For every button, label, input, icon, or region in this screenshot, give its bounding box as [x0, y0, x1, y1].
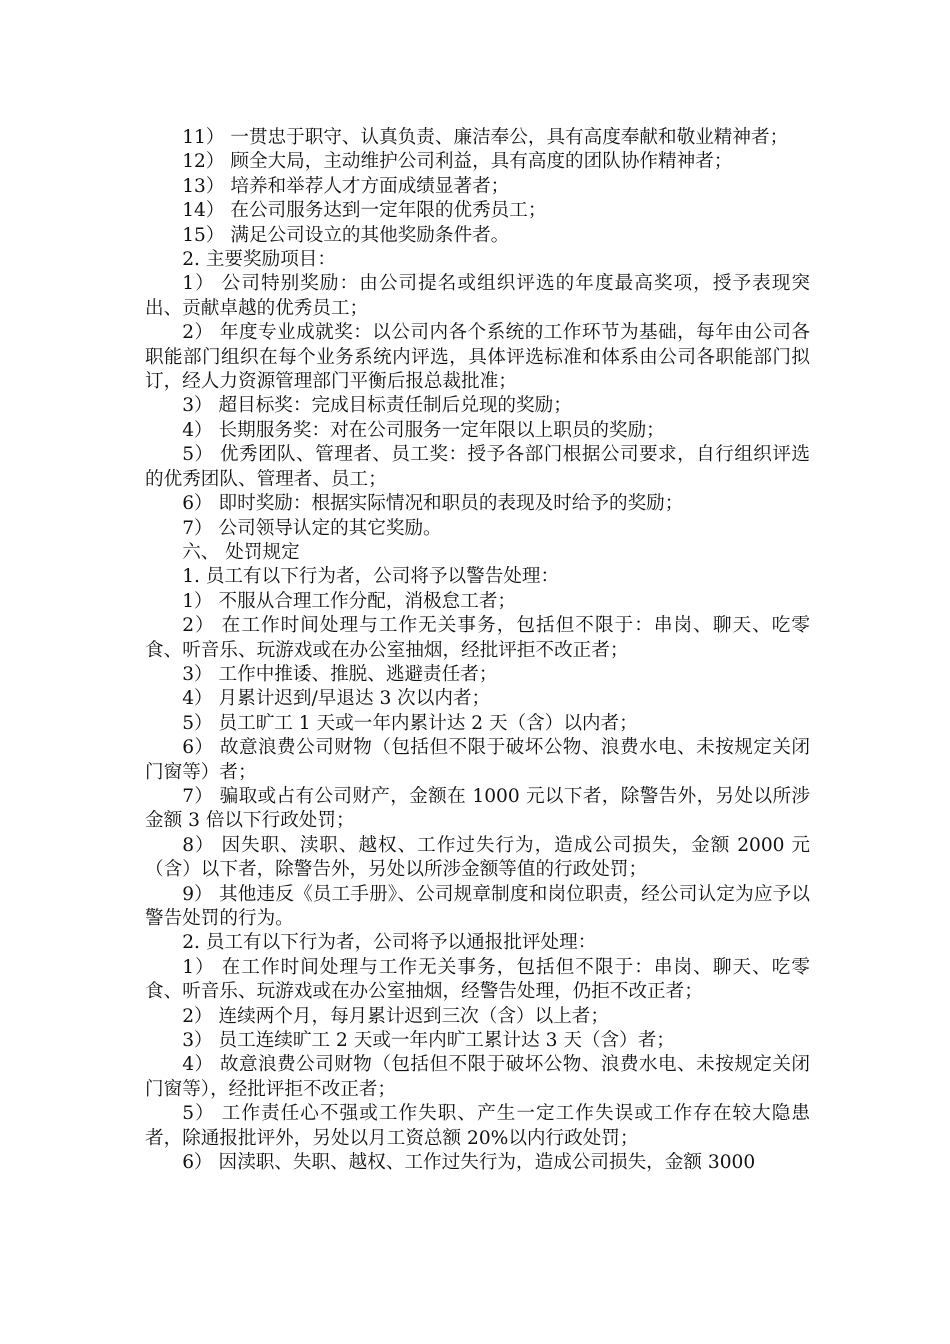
- document-body: [145, 126, 810, 1175]
- subsection-heading-notice-criticism: 2. 员工有以下行为者，公司将予以通报批评处理：: [182, 932, 597, 954]
- paragraph-criticism-item-3: 3） 员工连续旷工 2 天或一年内旷工累计达 3 天（含）者；: [182, 1030, 675, 1052]
- paragraph-reward-item-6: 6） 即时奖励：根据实际情况和职员的表现及时给予的奖励；: [182, 493, 684, 515]
- paragraph-criticism-item-2: 2） 连续两个月，每月累计迟到三次（含）以上者；: [182, 1005, 609, 1027]
- paragraph-reward-condition-11: 11） 一贯忠于职守、认真负责、廉洁奉公，具有高度奉献和敬业精神者；: [182, 127, 789, 148]
- paragraph-warning-item-6: 6） 故意浪费公司财物（包括但不限于破坏公物、浪费水电、未按规定关闭门窗等）者；: [145, 737, 810, 783]
- paragraph-reward-condition-12: 12） 顾全大局，主动维护公司利益，具有高度的团队协作精神者；: [182, 151, 733, 173]
- paragraph-reward-item-4: 4） 长期服务奖：对在公司服务一定年限以上职员的奖励；: [182, 419, 665, 441]
- paragraph-reward-item-1: 1） 公司特别奖励：由公司提名或组织评选的年度最高奖项，授予表现突出、贡献卓越的优秀员工；: [145, 273, 810, 319]
- subsection-heading-warning: 1. 员工有以下行为者，公司将予以警告处理：: [182, 566, 560, 588]
- paragraph-warning-item-9: 9） 其他违反《员工手册》、公司规章制度和岗位职责，经公司认定为应予以警告处罚的行为。: [145, 883, 810, 929]
- paragraph-warning-item-4: 4） 月累计迟到/早退达 3 次以内者；: [182, 688, 491, 710]
- paragraph-reward-item-3: 3） 超目标奖：完成目标责任制后兑现的奖励；: [182, 395, 572, 417]
- paragraph-reward-condition-14: 14） 在公司服务达到一定年限的优秀员工；: [182, 200, 547, 222]
- paragraph-warning-item-8: 8） 因失职、渎职、越权、工作过失行为，造成公司损失，金额 2000 元（含）以下者，除警告外，另处以所涉金额等值的行政处罚；: [145, 834, 810, 881]
- section-heading-main-rewards: 2. 主要奖励项目：: [182, 249, 336, 271]
- paragraph-warning-item-1: 1） 不服从合理工作分配，消极怠工者；: [182, 590, 517, 612]
- paragraph-reward-item-2: 2） 年度专业成就奖：以公司内各个系统的工作环节为基础，每年由公司各职能部门组织在每个业务系统内评选，具体评选标准和体系由公司各职能部门拟订，经人力资源管理部门平衡后报总裁批准；: [145, 322, 810, 393]
- paragraph-criticism-item-1: 1） 在工作时间处理与工作无关事务，包括但不限于：串岗、聊天、吃零食、听音乐、玩游戏或在办公室抽烟，经警告处理，仍拒不改正者；: [145, 956, 810, 1003]
- paragraph-warning-item-3: 3） 工作中推诿、推脱、逃避责任者；: [182, 663, 498, 685]
- paragraph-criticism-item-6: 6） 因渎职、失职、越权、工作过失行为，造成公司损失，金额 3000: [182, 1152, 756, 1174]
- paragraph-reward-condition-15: 15） 满足公司设立的其他奖励条件者。: [182, 224, 510, 246]
- paragraph-criticism-item-4: 4） 故意浪费公司财物（包括但不限于破坏公物、浪费水电、未按规定关闭门窗等），经批评拒不改正者；: [145, 1054, 810, 1100]
- paragraph-warning-item-5: 5） 员工旷工 1 天或一年内累计达 2 天（含）以内者；: [182, 712, 638, 734]
- paragraph-reward-item-7: 7） 公司领导认定的其它奖励。: [182, 517, 442, 539]
- section-heading-penalties: 六、 处罚规定: [182, 541, 300, 563]
- paragraph-criticism-item-5: 5） 工作责任心不强或工作失职、产生一定工作失误或工作存在较大隐患者，除通报批评外，另处以月工资总额 20%以内行政处罚；: [145, 1103, 810, 1149]
- paragraph-reward-item-5: 5） 优秀团队、管理者、员工奖：授予各部门根据公司要求，自行组织评选的优秀团队、管理者、员工；: [145, 444, 810, 490]
- paragraph-warning-item-2: 2） 在工作时间处理与工作无关事务，包括但不限于：串岗、聊天、吃零食、听音乐、玩游戏或在办公室抽烟，经批评拒不改正者；: [145, 615, 810, 661]
- paragraph-warning-item-7: 7） 骗取或占有公司财产，金额在 1000 元以下者，除警告外，另处以所涉金额 3 倍以下行政处罚；: [145, 785, 810, 832]
- paragraph-reward-condition-13: 13） 培养和举荐人才方面成绩显著者；: [182, 175, 510, 197]
